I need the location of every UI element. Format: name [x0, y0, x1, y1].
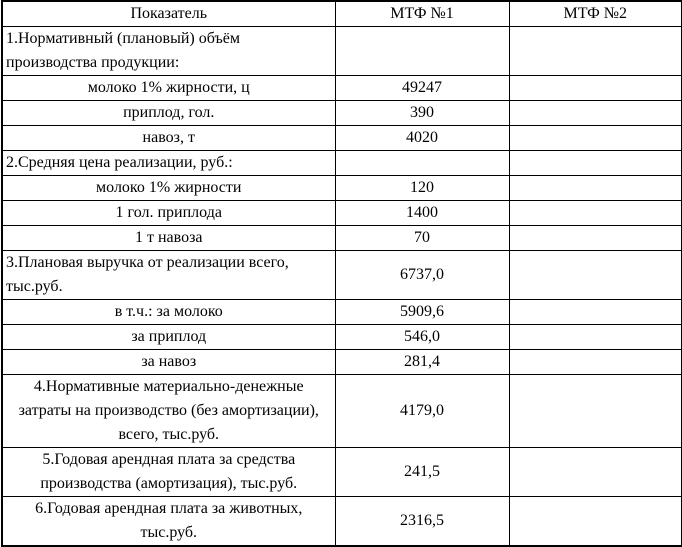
table-row: [2, 497, 682, 547]
table-row: [2, 300, 682, 325]
row-value-mtf1: 70: [335, 226, 509, 251]
table-row: [2, 27, 682, 76]
row-label: в т.ч.: за молоко: [2, 300, 335, 325]
production-indicators-table: [1, 0, 682, 547]
row-label: навоз, т: [2, 126, 335, 151]
row-label: 5.Годовая арендная плата за средства производства (амортизация), тыс.руб.: [2, 448, 335, 497]
header-mtf1: МТФ №1: [335, 1, 509, 27]
row-value-mtf1: 6737,0: [335, 251, 509, 300]
row-value-mtf2: [509, 375, 682, 448]
row-label: 1 гол. приплода: [2, 201, 335, 226]
table-row: [2, 251, 682, 300]
row-value-mtf1: 2316,5: [335, 497, 509, 547]
table-row: [2, 151, 682, 176]
row-value-mtf2: [509, 151, 682, 176]
table-row: [2, 325, 682, 350]
table-row: [2, 76, 682, 101]
row-label: 4.Нормативные материально-денежные затраты на производство (без амортизации), всего, тыс.руб.: [2, 375, 335, 448]
row-value-mtf1: 241,5: [335, 448, 509, 497]
table-row: [2, 448, 682, 497]
row-value-mtf2: [509, 126, 682, 151]
row-value-mtf1: 49247: [335, 76, 509, 101]
row-value-mtf2: [509, 27, 682, 76]
table-row: [2, 350, 682, 375]
row-value-mtf2: [509, 76, 682, 101]
row-label: приплод, гол.: [2, 101, 335, 126]
table-row: [2, 176, 682, 201]
row-value-mtf2: [509, 201, 682, 226]
row-label: за приплод: [2, 325, 335, 350]
table-row: [2, 375, 682, 448]
row-value-mtf1: 1400: [335, 201, 509, 226]
row-value-mtf1: 4020: [335, 126, 509, 151]
table-row: [2, 201, 682, 226]
row-value-mtf1: 120: [335, 176, 509, 201]
row-value-mtf2: [509, 101, 682, 126]
row-value-mtf1: 390: [335, 101, 509, 126]
table-header-row: [2, 1, 682, 27]
header-mtf2: МТФ №2: [509, 1, 682, 27]
row-label: 1 т навоза: [2, 226, 335, 251]
table-row: [2, 226, 682, 251]
row-value-mtf1: [335, 27, 509, 76]
row-value-mtf1: 546,0: [335, 325, 509, 350]
row-label: 6.Годовая арендная плата за животных, тыс.руб.: [2, 497, 335, 547]
row-value-mtf2: [509, 350, 682, 375]
row-label: молоко 1% жирности: [2, 176, 335, 201]
row-label: 2.Средняя цена реализации, руб.:: [2, 151, 335, 176]
row-value-mtf1: [335, 151, 509, 176]
row-label: 1.Нормативный (плановый) объём производства продукции:: [2, 27, 335, 76]
row-label: 3.Плановая выручка от реализации всего, тыс.руб.: [2, 251, 335, 300]
row-value-mtf2: [509, 251, 682, 300]
row-value-mtf1: 281,4: [335, 350, 509, 375]
row-label: за навоз: [2, 350, 335, 375]
header-indicator: Показатель: [2, 1, 335, 27]
row-value-mtf2: [509, 176, 682, 201]
row-value-mtf2: [509, 497, 682, 547]
row-value-mtf1: 5909,6: [335, 300, 509, 325]
row-value-mtf2: [509, 226, 682, 251]
row-value-mtf2: [509, 300, 682, 325]
table-row: [2, 101, 682, 126]
row-value-mtf2: [509, 325, 682, 350]
row-label: молоко 1% жирности, ц: [2, 76, 335, 101]
row-value-mtf2: [509, 448, 682, 497]
table-row: [2, 126, 682, 151]
row-value-mtf1: 4179,0: [335, 375, 509, 448]
